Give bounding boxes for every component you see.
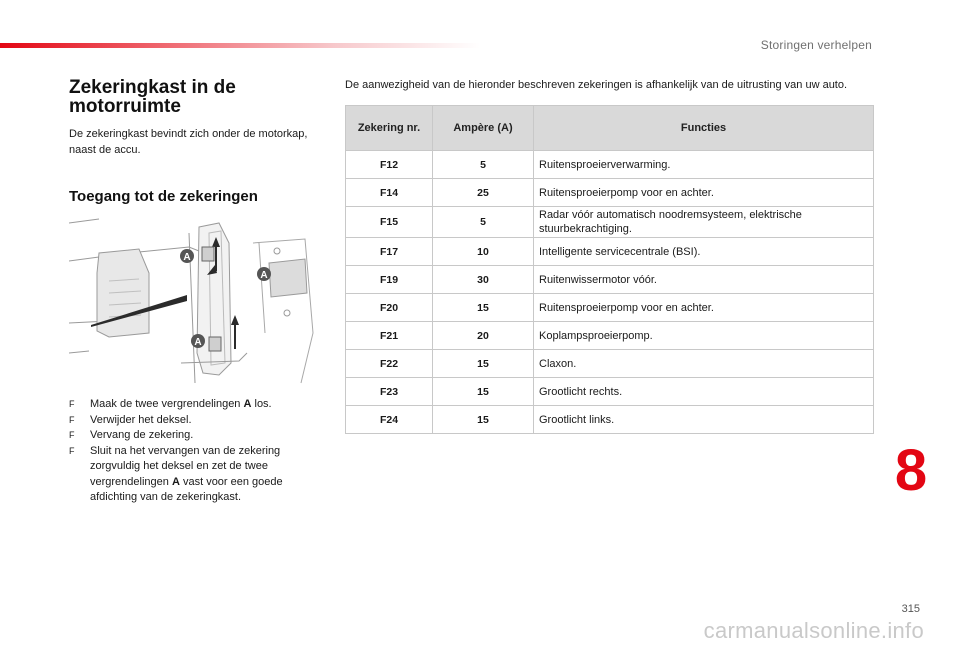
svg-text:A: A: [260, 270, 268, 281]
callout-a-bottom: [191, 334, 205, 348]
chapter-number: 8: [894, 438, 928, 503]
table-row: F23 15 Grootlicht rechts.: [346, 378, 874, 406]
table-intro: De aanwezigheid van de hieronder beschreven zekeringen is afhankelijk van de uitrusting van uw auto.: [345, 79, 848, 91]
page-heading: Zekeringkast in de motorruimte: [69, 77, 236, 117]
table-row: F22 15 Claxon.: [346, 350, 874, 378]
column-header-functions: Functies: [534, 106, 874, 151]
svg-text:A: A: [183, 252, 191, 263]
table-header-row: [346, 106, 874, 151]
table-row: F12 5 Ruitensproeierverwarming.: [346, 151, 874, 179]
column-header-fuse: Zekering nr.: [346, 106, 433, 151]
table-row: F14 25 Ruitensproeierpomp voor en achter.: [346, 179, 874, 207]
column-header-ampere: Ampère (A): [433, 106, 534, 151]
step-arrow-icon: F: [69, 430, 75, 440]
instruction-step: F Sluit na het vervangen van de zekering zorgvuldig het deksel en zet de twee vergrendelingen A vast voor een goede afdichting van de zekeringkast.: [69, 444, 283, 503]
step-arrow-icon: F: [69, 445, 75, 456]
instruction-step: F Maak de twee vergrendelingen A los.: [69, 397, 309, 413]
top-accent-bar: [0, 43, 480, 48]
section-header: Storingen verhelpen: [760, 38, 872, 52]
table-row: F17 10 Intelligente servicecentrale (BSI).: [346, 238, 874, 266]
intro-text: De zekeringkast bevindt zich onder de motorkap, naast de accu.: [69, 128, 308, 156]
step-arrow-icon: F: [69, 414, 75, 425]
svg-text:A: A: [194, 337, 202, 348]
table-row: F21 20 Koplampsproeierpomp.: [346, 322, 874, 350]
table-row: F20 15 Ruitensproeierpomp voor en achter.: [346, 294, 874, 322]
watermark: carmanualsonline.info: [703, 618, 924, 643]
table-row: F15 5 Radar vóór automatisch noodremsysteem, elektrische stuurbekrachtiging.: [346, 207, 874, 238]
step-arrow-icon: F: [69, 399, 75, 409]
subheading: Toegang tot de zekeringen: [69, 188, 258, 205]
table-row: F19 30 Ruitenwissermotor vóór.: [346, 266, 874, 294]
fuse-table: [345, 105, 874, 434]
callout-a-top: [180, 249, 194, 263]
page-number: 315: [901, 603, 920, 615]
table-row: F24 15 Grootlicht links.: [346, 406, 874, 434]
callout-a-right: [257, 267, 271, 281]
instruction-list: [69, 397, 309, 506]
instruction-step: F Vervang de zekering.: [69, 428, 309, 444]
fuse-box-illustration: [69, 213, 315, 389]
instruction-step: F Verwijder het deksel.: [69, 413, 309, 429]
